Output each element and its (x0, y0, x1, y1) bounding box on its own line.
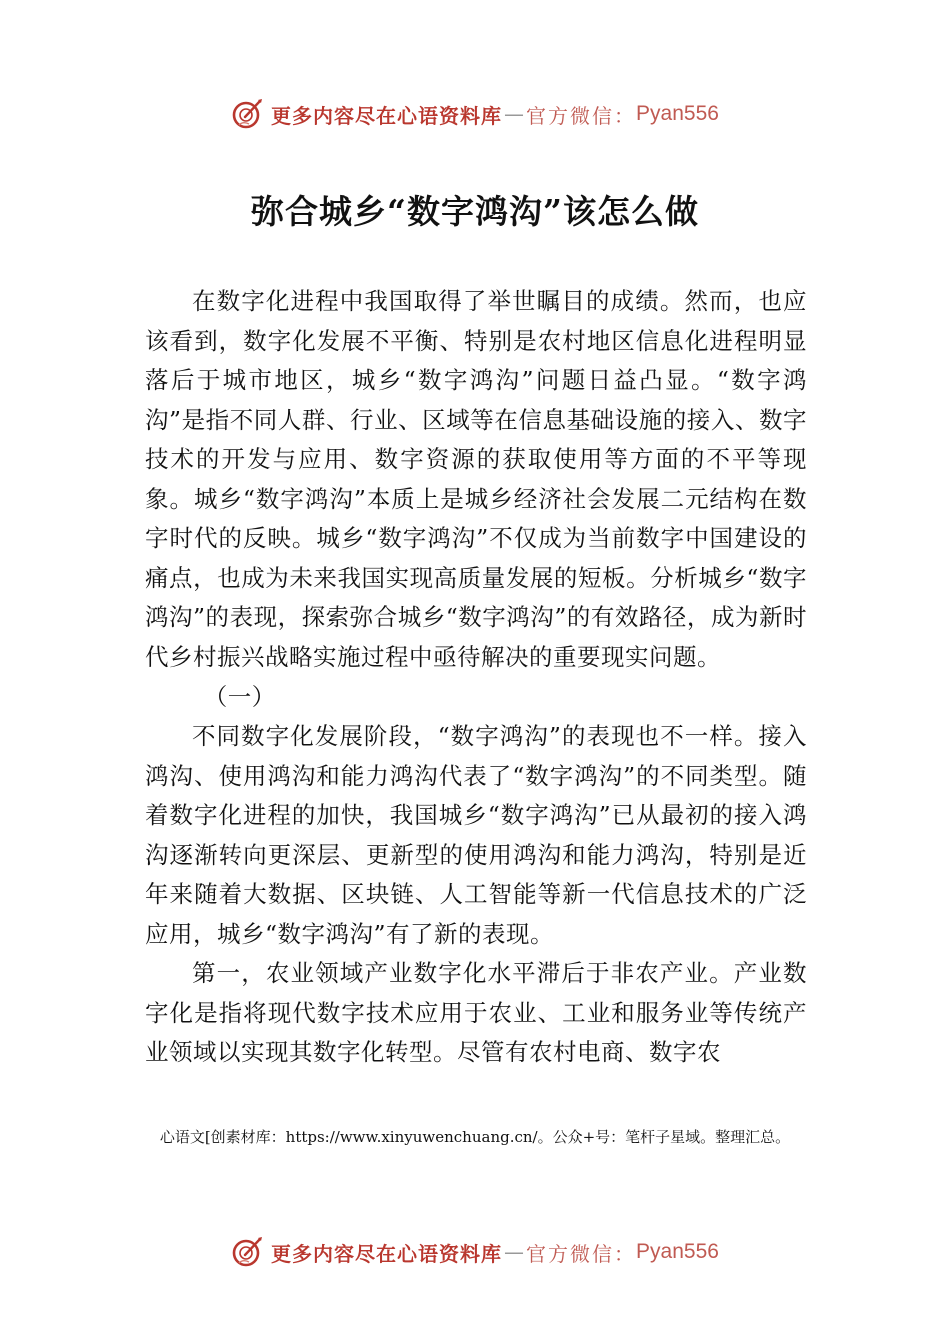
banner-wechat-account: Pyan556 (636, 102, 719, 125)
banner-wechat-account: Pyan556 (636, 1240, 719, 1263)
document-body (145, 282, 807, 1073)
banner-wechat-label: 官方微信： (526, 1241, 637, 1266)
source-footer-note: 心语文[创素材库：https://www.xinyuwenchuang.cn/。公众+号：笔杆子星域。整理汇总。 (159, 1128, 791, 1146)
banner-brand-text: 更多内容尽在心语资料库 (271, 1241, 503, 1266)
banner-dash: — (504, 1240, 525, 1264)
section-heading-one: （一） (203, 683, 276, 711)
brand-logo-icon (231, 1235, 265, 1269)
paragraph-digital-divide-types: 不同数字化发展阶段，“数字鸿沟”的表现也不一样。接入鸿沟、使用鸿沟和能力鸿沟代表了“数字鸿沟”的不同类型。随着数字化进程的加快，我国城乡“数字鸿沟”已从最初的接入鸿沟逐渐转向更深层、更新型的使用鸿沟和能力鸿沟，特别是近年来随着大数据、区块链、人工智能等新一代信息技术的广泛应用，城乡“数字鸿沟”有了新的表现。 (145, 722, 807, 948)
brand-logo-icon (231, 97, 265, 131)
document-title: 弥合城乡“数字鸿沟”该怎么做 (251, 192, 699, 231)
paragraph-intro: 在数字化进程中我国取得了举世瞩目的成绩。然而，也应该看到，数字化发展不平衡、特别是农村地区信息化进程明显落后于城市地区，城乡“数字鸿沟”问题日益凸显。“数字鸿沟”是指不同人群、行业、区域等在信息基础设施的接入、数字技术的开发与应用、数字资源的获取使用等方面的不平等现象。城乡“数字鸿沟”本质上是城乡经济社会发展二元结构在数字时代的反映。城乡“数字鸿沟”不仅成为当前数字中国建设的痛点，也成为未来我国实现高质量发展的短板。分析城乡“数字鸿沟”的表现，探索弥合城乡“数字鸿沟”的有效路径，成为新时代乡村振兴战略实施过程中亟待解决的重要现实问题。 (145, 287, 807, 671)
banner-brand-text: 更多内容尽在心语资料库 (271, 103, 503, 128)
footer-banner (0, 1232, 950, 1272)
banner-dash: — (504, 102, 525, 126)
header-banner (0, 94, 950, 134)
paragraph-first-point: 第一，农业领域产业数字化水平滞后于非农产业。产业数字化是指将现代数字技术应用于农业、工业和服务业等传统产业领域以实现其数字化转型。尽管有农村电商、数字农 (145, 959, 807, 1066)
banner-wechat-label: 官方微信： (526, 103, 637, 128)
